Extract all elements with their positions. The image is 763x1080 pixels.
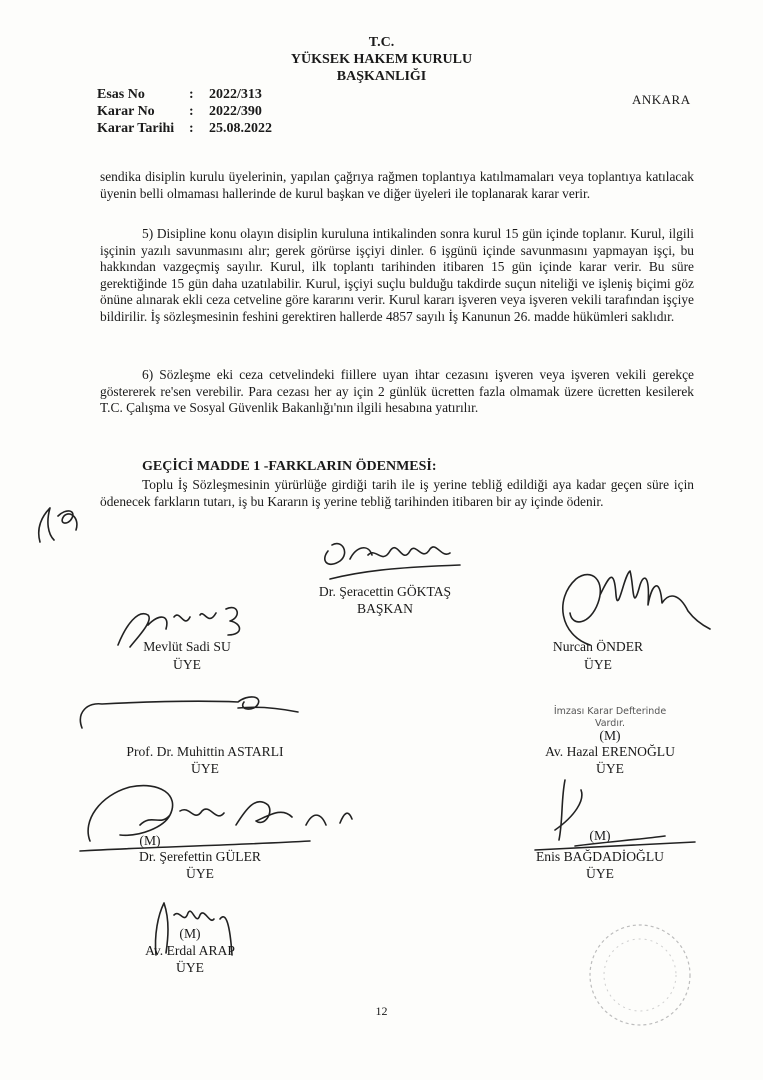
header-presidency: BAŞKANLIĞI <box>336 69 427 84</box>
guler-m: (M) <box>139 833 161 848</box>
esas-row <box>97 87 262 103</box>
karar-value: 2022/390 <box>209 104 262 119</box>
section-heading: GEÇİCİ MADDE 1 -FARKLARIN ÖDENMESİ: <box>142 459 437 474</box>
paragraph-3: 6) Sözleşme eki ceza cetvelindeki fiillere uyan ihtar cezasını işveren veya işveren vekili gerekçe göstererek re'sen verebilir. Para cezası her ay için 2 günlük ücretten fazla olmamak üzere ücretten kesilerek T.C. Çalışma ve Sosyal Güvenlik Bakanlığı'nın ilgili hesabına yatırılır. <box>100 367 694 416</box>
bagdadioglu-name: Enis BAĞDADİOĞLU <box>536 849 664 864</box>
su-name: Mevlüt Sadi SU <box>143 639 231 654</box>
karar-label: Karar No <box>97 104 155 119</box>
guler-title: ÜYE <box>186 866 214 881</box>
header-institution: YÜKSEK HAKEM KURULU <box>290 52 473 67</box>
tarih-value: 25.08.2022 <box>209 121 272 136</box>
tarih-row <box>97 121 272 137</box>
arap-title: ÜYE <box>176 960 204 975</box>
margin-initials <box>28 496 88 556</box>
karar-colon: : <box>189 104 194 119</box>
baskan-signature <box>310 525 470 585</box>
paragraph-2: 5) Disipline konu olayın disiplin kuruluna intikalinden sonra kurul 15 gün içinde toplanır. Kurul, ilgili işçinin yazılı savunmasını alır; gerek görürse işçiyi dinler. 6 işgünü içinde savunmasını yapmayan işçi, bu hakkından vazgeçmiş sayılır. Kurul, ilk toplantı tarihinden itibaren 15 gün içinde karar verir. Bu süre gerektiğinde 15 gün daha uzatılabilir. Kurul, işçiyi suçlu bulduğu takdirde suçun niteliği ve işleniş biçimi göz önüne alınarak ekli ceza cetveline göre kararını verir. Kurul kararı işveren veya işveren vekili tarafından işçiye bildirilir. İş sözleşmesinin feshini gerektiren hallerde 4857 sayılı İş Kanunun 26. madde hükümleri saklıdır. <box>100 226 694 324</box>
page-number: 12 <box>375 1004 388 1018</box>
onder-title: ÜYE <box>584 657 612 672</box>
su-title: ÜYE <box>173 657 201 672</box>
esas-colon: : <box>189 87 194 102</box>
esas-label: Esas No <box>97 87 145 102</box>
arap-m: (M) <box>179 926 201 941</box>
bagdadioglu-signature <box>515 770 715 860</box>
astarli-name: Prof. Dr. Muhittin ASTARLI <box>126 744 284 759</box>
arap-name: Av. Erdal ARAP <box>145 943 235 958</box>
header-tc: T.C. <box>368 35 395 50</box>
bagdadioglu-title: ÜYE <box>586 866 614 881</box>
erenoglu-title: ÜYE <box>596 761 624 776</box>
paragraph-4: Toplu İş Sözleşmesinin yürürlüğe girdiği tarih ile iş yerine tebliğ edildiği aya kadar geçen süre için ödenecek farkların tutarı, iş bu Kararın iş yerine tebliğ tarihinden itibaren bir ay içinde ödenir. <box>100 477 694 509</box>
baskan-title: BAŞKAN <box>357 601 413 616</box>
erenoglu-stamp-line1: İmzası Karar Defterinde <box>553 706 667 717</box>
guler-name: Dr. Şerefettin GÜLER <box>139 849 261 864</box>
erenoglu-m: (M) <box>599 728 621 743</box>
tarih-label: Karar Tarihi <box>97 121 175 136</box>
bagdadioglu-m: (M) <box>589 828 611 843</box>
astarli-signature <box>62 682 302 742</box>
onder-name: Nurcan ÖNDER <box>552 639 644 654</box>
paragraph-1: sendika disiplin kurulu üyelerinin, yapılan çağrıya rağmen toplantıya katılmamaları veya toplantıya katılacak üyenin belli olmaması hallerinde de kurul başkan ve diğer üyeleri ile toplanarak karar verir. <box>100 169 694 201</box>
erenoglu-stamp-line2: Vardır. <box>594 718 626 729</box>
city: ANKARA <box>632 92 691 107</box>
esas-value: 2022/313 <box>209 87 262 102</box>
erenoglu-name: Av. Hazal ERENOĞLU <box>545 744 675 759</box>
karar-row <box>97 104 262 120</box>
astarli-title: ÜYE <box>191 761 219 776</box>
tarih-colon: : <box>189 121 194 136</box>
baskan-name: Dr. Şeracettin GÖKTAŞ <box>318 584 452 599</box>
